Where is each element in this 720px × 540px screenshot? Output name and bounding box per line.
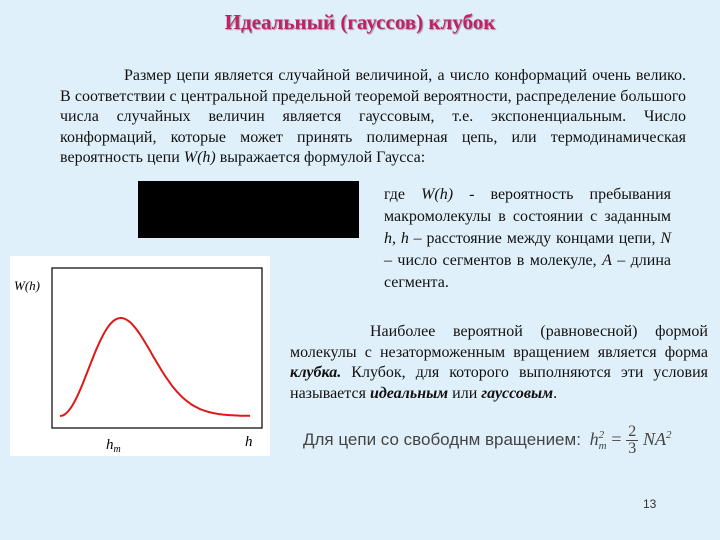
slide-title: Идеальный (гауссов) клубок — [224, 10, 496, 34]
formula-image-placeholder — [138, 181, 359, 238]
formula-equals: = — [611, 428, 622, 449]
y-axis-label: W(h) — [14, 278, 40, 293]
distribution-chart — [10, 256, 270, 456]
x-marker-label: $h_m$ — [106, 437, 121, 455]
free-rotation-formula — [303, 424, 672, 457]
intro-paragraph: Размер цепи является случайной величиной, а число конформаций очень велико. В соответствии с центральной предельной теоремой вероятности, распределение большого числа случайных величин является гауссовым, т.е. экспоненциальным. Число конформаций, которые может принять полимерная цепь, или термодинамическая вероятность цепи W(h) выражается формулой Гаусса: — [60, 67, 686, 166]
page-number: 13 — [643, 497, 657, 511]
x-axis-label: h — [245, 434, 253, 450]
chart-plot-frame — [52, 268, 262, 428]
formula-rhs: $NA^2$ — [642, 428, 672, 449]
formula-caption: Для цепи со свободнм вращением: — [303, 429, 581, 449]
formula-fraction: $\frac{2}{3}$ — [628, 423, 637, 457]
coil-paragraph: Наиболее вероятной (равновесной) формой молекулы с незаторможенным вращением является форма клубка. Клубок, для которого выполняются эти условия называется идеальным или гауссовым. — [290, 323, 708, 402]
definition-paragraph: где W(h) - вероятность пребывания макромолекулы в состоянии с заданным h, h – расстояние между концами цепи, N – число сегментов в молекуле, A – длина сегмента. — [384, 186, 672, 291]
formula-lhs: h 2 m — [589, 428, 607, 452]
